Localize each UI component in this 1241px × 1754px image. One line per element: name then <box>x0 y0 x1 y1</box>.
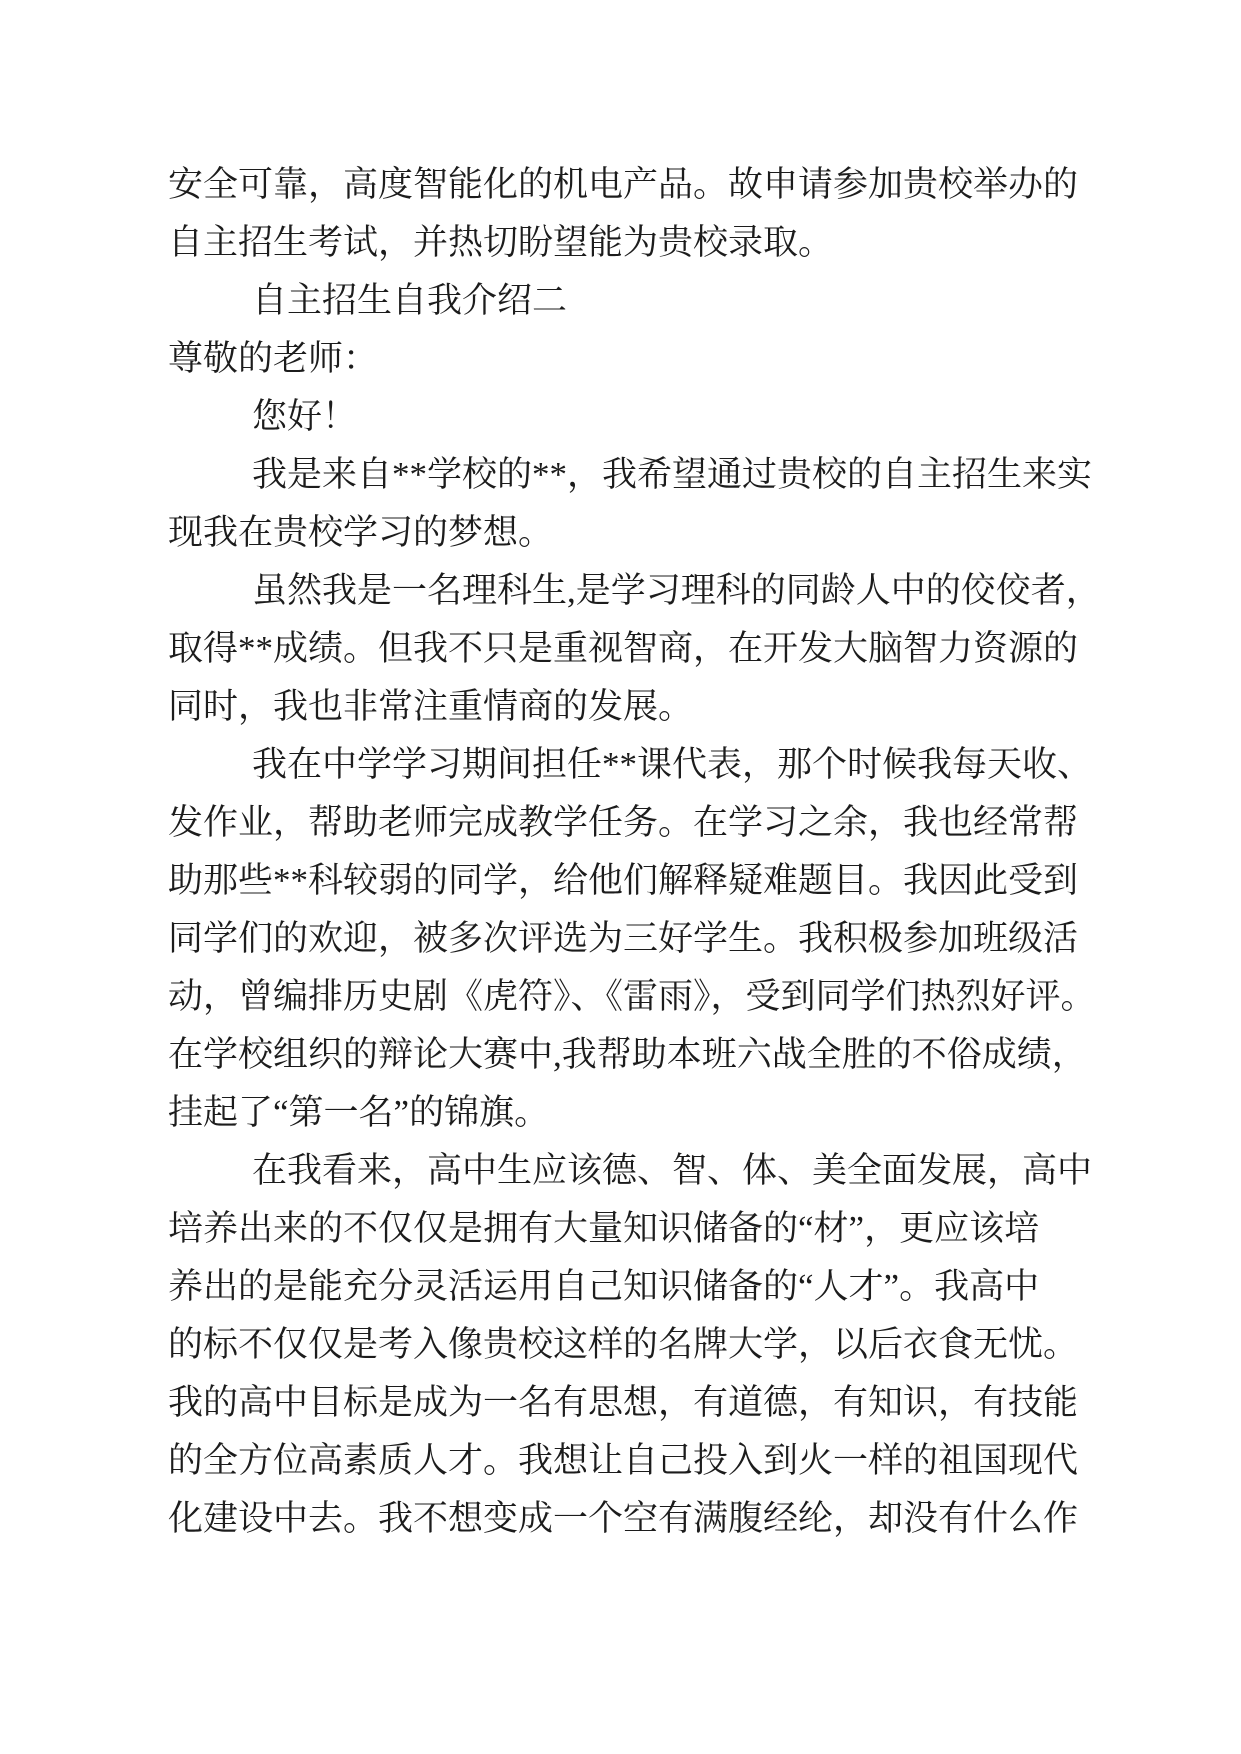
text-line: 同学们的欢迎，被多次评选为三好学生。我积极参加班级活 <box>168 919 1079 958</box>
text-line: 安全可靠，高度智能化的机电产品。故申请参加贵校举办的 <box>168 165 1079 204</box>
text-line: 化建设中去。我不想变成一个空有满腹经纶，却没有什么作 <box>168 1499 1079 1538</box>
text-line: 在学校组织的辩论大赛中,我帮助本班六战全胜的不俗成绩， <box>168 1035 1087 1074</box>
text-line: 的标不仅仅是考入像贵校这样的名牌大学，以后衣食无忧。 <box>168 1325 1079 1364</box>
text-line: 现我在贵校学习的梦想。 <box>168 513 554 552</box>
document-text-block <box>168 156 1101 1548</box>
text-line-greeting: 您好！ <box>252 397 358 436</box>
text-line: 发作业，帮助老师完成教学任务。在学习之余，我也经常帮 <box>168 803 1079 842</box>
text-line: 挂起了“第一名”的锦旗。 <box>168 1093 550 1132</box>
text-line: 取得**成绩。但我不只是重视智商，在开发大脑智力资源的 <box>168 629 1079 668</box>
text-line-salutation: 尊敬的老师： <box>168 339 379 378</box>
text-line: 同时，我也非常注重情商的发展。 <box>168 687 694 726</box>
text-line: 我是来自**学校的**，我希望通过贵校的自主招生来实 <box>252 455 1093 494</box>
text-line: 我的高中目标是成为一名有思想，有道德，有知识，有技能 <box>168 1383 1079 1422</box>
text-line: 养出的是能充分灵活运用自己知识储备的“人才”。我高中 <box>168 1267 1040 1306</box>
text-line: 的全方位高素质人才。我想让自己投入到火一样的祖国现代 <box>168 1441 1079 1480</box>
text-line: 在我看来，高中生应该德、智、体、美全面发展，高中 <box>252 1151 1093 1190</box>
text-line: 动，曾编排历史剧《虎符》、《雷雨》，受到同学们热烈好评。 <box>168 977 1096 1016</box>
text-line-section-title: 自主招生自我介绍二 <box>252 281 568 320</box>
text-line: 虽然我是一名理科生,是学习理科的同龄人中的佼佼者， <box>252 571 1101 610</box>
text-line: 培养出来的不仅仅是拥有大量知识储备的“材”，更应该培 <box>168 1209 1040 1248</box>
text-line: 我在中学学习期间担任**课代表，那个时候我每天收、 <box>252 745 1093 784</box>
text-line: 助那些**科较弱的同学，给他们解释疑难题目。我因此受到 <box>168 861 1079 900</box>
text-line: 自主招生考试，并热切盼望能为贵校录取。 <box>168 223 834 262</box>
